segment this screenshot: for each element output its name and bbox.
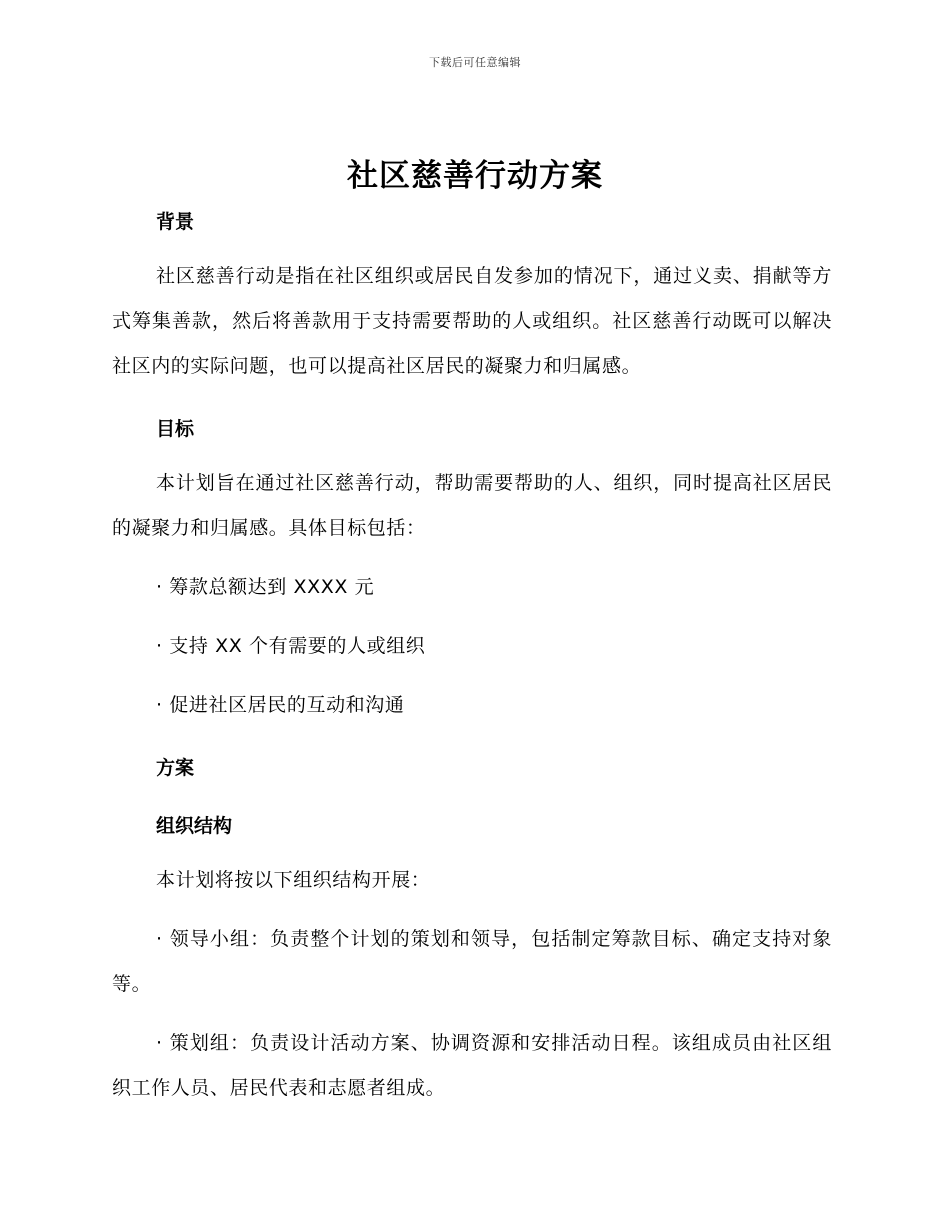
background-paragraph: 社区慈善行动是指在社区组织或居民自发参加的情况下，通过义卖、捐献等方式筹集善款，然后将善款用于支持需要帮助的人或组织。社区慈善行动既可以解决社区内的实际问题，也可以提高社区居民的凝聚力和归属感。	[112, 265, 832, 377]
section-heading-goal: 目标	[156, 418, 195, 440]
document-title: 社区慈善行动方案	[347, 158, 603, 194]
page-header-note: 下载后可任意编辑	[429, 56, 521, 69]
goal-item: · 支持 XX 个有需要的人或组织	[156, 635, 426, 657]
goal-item: · 筹款总额达到 XXXX 元	[156, 576, 375, 598]
section-heading-background: 背景	[156, 211, 195, 233]
section-heading-plan: 方案	[156, 757, 195, 779]
structure-paragraph: 本计划将按以下组织结构开展：	[156, 869, 431, 891]
structure-item: · 策划组：负责设计活动方案、协调资源和安排活动日程。该组成员由社区组织工作人员、居民代表和志愿者组成。	[112, 1032, 832, 1099]
document-body	[112, 204, 832, 1111]
goal-paragraph: 本计划旨在通过社区慈善行动，帮助需要帮助的人、组织，同时提高社区居民的凝聚力和归属感。具体目标包括：	[112, 472, 832, 539]
structure-item: · 领导小组：负责整个计划的策划和领导，包括制定筹款目标、确定支持对象等。	[112, 928, 832, 995]
goal-item: · 促进社区居民的互动和沟通	[156, 694, 405, 716]
section-heading-structure: 组织结构	[156, 815, 233, 837]
